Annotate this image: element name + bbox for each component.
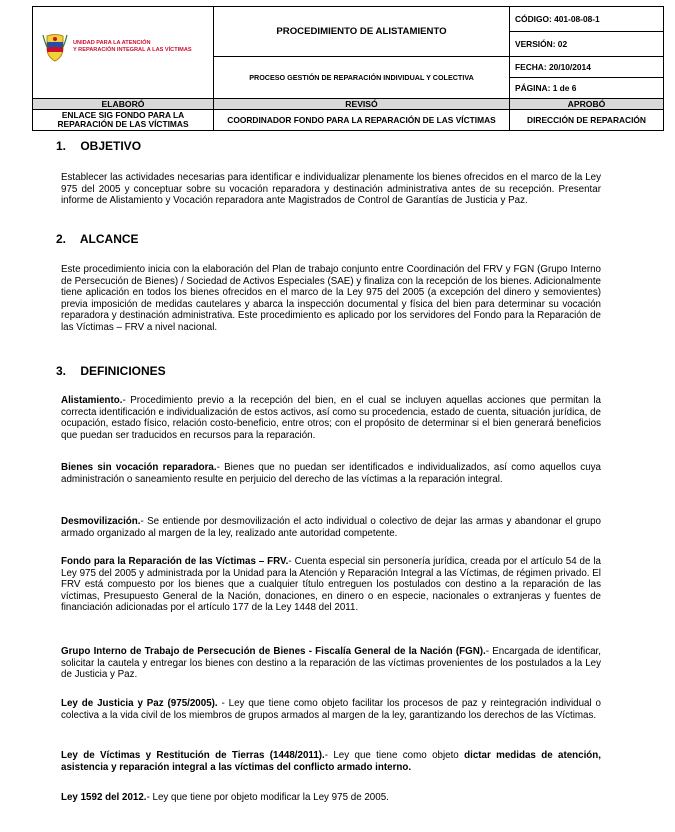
definition-text: - Se entiende por desmovilización el acto individual o colectivo de dejar las armas y abandonar el grupo armado organizado al margen de la ley, realizado ante autoridad competente.	[61, 516, 601, 539]
section-title: DEFINICIONES	[80, 364, 166, 378]
alcance-paragraph: Este procedimiento inicia con la elaboración del Plan de trabajo conjunto entre Coordinación del FRV y FGN (Grupo Interno de Persecución de Bienes) / Sociedad de Activos Especiales (SAE) y finaliza con la recepción de los bienes. Adicionalmente tiene aplicación en todos los bienes ofrecidos en el marco de la Ley 975 del 2005 (a excepción del dinero y semovientes) previa imposición de medidas cautelares y abarca la inspección documental y física del bien para determinar su vocación reparadora y destinación administrativa. Este procedimiento es aplicado por los servidores del Fondo para la Reparación de las Víctimas – FRV a nivel nacional.	[61, 264, 601, 333]
definition-desmovilizacion	[61, 516, 601, 539]
definition-term: Ley de Víctimas y Restitución de Tierras (1448/2011).	[61, 750, 325, 761]
definition-term: Desmovilización.	[61, 516, 141, 527]
section-number: 3.	[56, 364, 67, 378]
definition-term: Grupo Interno de Trabajo de Persecución de Bienes - Fiscalía General de la Nación (FGN).	[61, 646, 486, 657]
section-number: 1.	[56, 139, 67, 153]
logo-cell	[33, 7, 214, 99]
definition-text: - Cuenta especial sin personería jurídica, creada por el artículo 54 de la Ley 975 del 2005 y administrada por la Unidad para la Atención y Reparación Integral a las Víctimas, de régimen privado. El FRV está compuesto por los bienes que a cualquier título entreguen los postulados con destino a la reparación de las víctimas, Presupuesto General de la Nación, donaciones, en dinero o en especie, nacionales o extranjeras y fuentes de financiación adicionadas por el artículo 177 de la Ley 1448 del 2011.	[61, 556, 601, 614]
procedure-title: PROCEDIMIENTO DE ALISTAMIENTO	[214, 7, 510, 57]
definition-term: Alistamiento.	[61, 395, 123, 406]
logo-line-1: UNIDAD PARA LA ATENCIÓN	[73, 40, 151, 46]
section-title: ALCANCE	[79, 232, 139, 246]
definition-term: Ley de Justicia y Paz (975/2005).	[61, 698, 218, 709]
date-field: FECHA: 20/10/2014	[510, 57, 664, 78]
objetivo-paragraph: Establecer las actividades necesarias para identificar e individualizar plenamente los bienes ofrecidos en el marco de la Ley 975 del 2005 y conceptuar sobre su vocación reparadora y destinación administrativa antes de su recepción. Presentar informe de Alistamiento y Vocación reparadora ante Magistrados de Control de Garantías de Justicia y Paz.	[61, 172, 601, 207]
unidad-victimas-logo	[41, 33, 209, 63]
document-header	[32, 6, 664, 131]
code-field: CÓDIGO: 401-08-08-1	[510, 7, 664, 32]
section-heading-objetivo	[56, 139, 141, 153]
elaboro-value: ENLACE SIG FONDO PARA LA REPARACIÓN DE LAS VÍCTIMAS	[33, 110, 214, 131]
definition-bienes-sin-vocacion	[61, 462, 601, 485]
definition-grupo-interno	[61, 646, 601, 681]
definition-text-bold: dictar medidas de atención, asistencia y reparación integral a las víctimas del conflicto armado interno.	[61, 750, 601, 773]
definition-ley-victimas	[61, 750, 601, 773]
definition-term: Fondo para la Reparación de las Víctimas – FRV.	[61, 556, 289, 567]
definition-text: - Procedimiento previo a la recepción del bien, en el cual se incluyen aquellas acciones que permitan la correcta identificación e individualización de estos activos, así como su procedencia, estado de cuenta, situación jurídica, de ocupación, estado físico, relación costo-beneficio, entre otros; con el propósito de determinar si el bien generará beneficios que puedan ser traducidos en recursos para la reparación.	[61, 395, 601, 441]
version-field: VERSIÓN: 02	[510, 32, 664, 57]
page-field: PÁGINA: 1 de 6	[510, 78, 664, 99]
definition-term: Bienes sin vocación reparadora.	[61, 462, 217, 473]
elaboro-label: ELABORÓ	[33, 99, 214, 110]
aprobo-value: DIRECCIÓN DE REPARACIÓN	[510, 110, 664, 131]
definition-term: Ley 1592 del 2012.	[61, 792, 147, 803]
process-subtitle: PROCESO GESTIÓN DE REPARACIÓN INDIVIDUAL Y COLECTIVA	[214, 57, 510, 99]
definition-ley-1592	[61, 792, 601, 804]
aprobo-label: APROBÓ	[510, 99, 664, 110]
section-number: 2.	[56, 232, 67, 246]
section-title: OBJETIVO	[80, 139, 142, 153]
definition-text: - Ley que tiene por objeto modificar la Ley 975 de 2005.	[146, 792, 389, 803]
definition-alistamiento	[61, 395, 601, 441]
section-heading-definiciones	[56, 364, 166, 378]
definition-text: - Encargada de identificar, solicitar la cautela y entregar los bienes con destino a la reparación de las víctimas provenientes de los postulados a la Ley de Justicia y Paz.	[61, 646, 601, 681]
definition-frv	[61, 556, 601, 614]
logo-line-2: Y REPARACIÓN INTEGRAL A LAS VÍCTIMAS	[73, 47, 192, 53]
definition-text: - Ley que tiene como objeto facilitar los procesos de paz y reintegración individual o colectiva a la vida civil de los miembros de grupos armados al margen de la ley, garantizando los derechos de las Víctimas.	[61, 698, 601, 721]
section-heading-alcance	[56, 232, 139, 246]
definition-ley-justicia-paz	[61, 698, 601, 721]
definition-text: - Ley que tiene como objeto	[324, 750, 465, 761]
reviso-value: COORDINADOR FONDO PARA LA REPARACIÓN DE LAS VÍCTIMAS	[214, 110, 510, 131]
reviso-label: REVISÓ	[214, 99, 510, 110]
definition-text: - Bienes que no puedan ser identificados e individualizados, así como aquellos cuya administración o saneamiento resulte en perjuicio del derecho de las víctimas a la reparación integral.	[61, 462, 602, 485]
coat-of-arms-icon	[41, 33, 69, 63]
